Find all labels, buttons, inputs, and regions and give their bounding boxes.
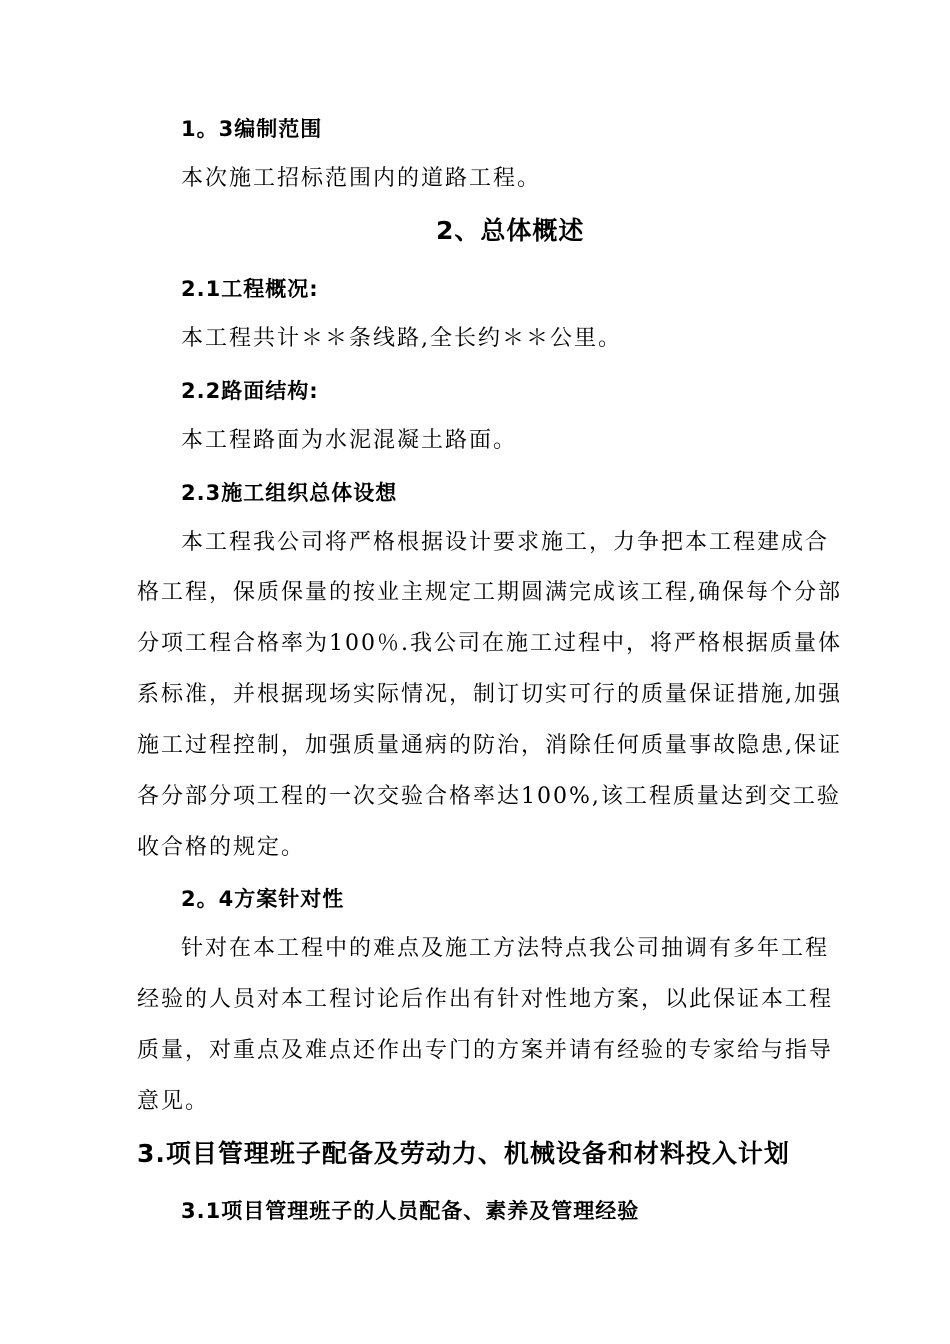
section-1-3-heading: 1。3编制范围 bbox=[181, 117, 323, 141]
section-2-3-line: 本工程我公司将严格根据设计要求施工，力争把本工程建成合 bbox=[181, 530, 830, 555]
section-2-3-heading: 2.3施工组织总体设想 bbox=[181, 481, 398, 505]
section-2-3-line: 各分部分项工程的一次交验合格率达100%,该工程质量达到交工验 bbox=[137, 784, 841, 809]
section-2-3-line: 分项工程合格率为100％.我公司在施工过程中，将严格根据质量体 bbox=[137, 631, 842, 656]
section-3-1-heading: 3.1项目管理班子的人员配备、素养及管理经验 bbox=[181, 1199, 640, 1223]
section-2-3-line: 施工过程控制，加强质量通病的防治，消除任何质量事故隐患,保证 bbox=[137, 733, 842, 758]
section-2-3-line: 系标准，并根据现场实际情况，制订切实可行的质量保证措施,加强 bbox=[137, 682, 842, 707]
section-2-1-text: 本工程共计＊＊条线路,全长约＊＊公里。 bbox=[181, 326, 622, 351]
section-2-4-line: 质量，对重点及难点还作出专门的方案并请有经验的专家给与指导 bbox=[137, 1038, 834, 1063]
section-3-title: 3.项目管理班子配备及劳动力、机械设备和材料投入计划 bbox=[137, 1139, 790, 1168]
section-2-3-line: 格工程，保质保量的按业主规定工期圆满完成该工程,确保每个分部 bbox=[137, 580, 842, 605]
section-2-2-heading: 2.2路面结构: bbox=[181, 379, 319, 403]
section-2-4-heading: 2。4方案针对性 bbox=[181, 887, 345, 911]
section-2-1-heading: 2.1工程概况: bbox=[181, 277, 319, 301]
section-2-4-line: 经验的人员对本工程讨论后作出有针对性地方案，以此保证本工程 bbox=[137, 987, 834, 1012]
section-2-3-line: 收合格的规定。 bbox=[137, 835, 306, 860]
section-1-3-text: 本次施工招标范围内的道路工程。 bbox=[181, 166, 542, 191]
section-2-2-text: 本工程路面为水泥混凝土路面。 bbox=[181, 428, 518, 453]
section-2-title: 2、总体概述 bbox=[436, 216, 585, 245]
section-2-4-line: 意见。 bbox=[137, 1089, 210, 1114]
section-2-4-line: 针对在本工程中的难点及施工方法特点我公司抽调有多年工程 bbox=[181, 936, 830, 961]
